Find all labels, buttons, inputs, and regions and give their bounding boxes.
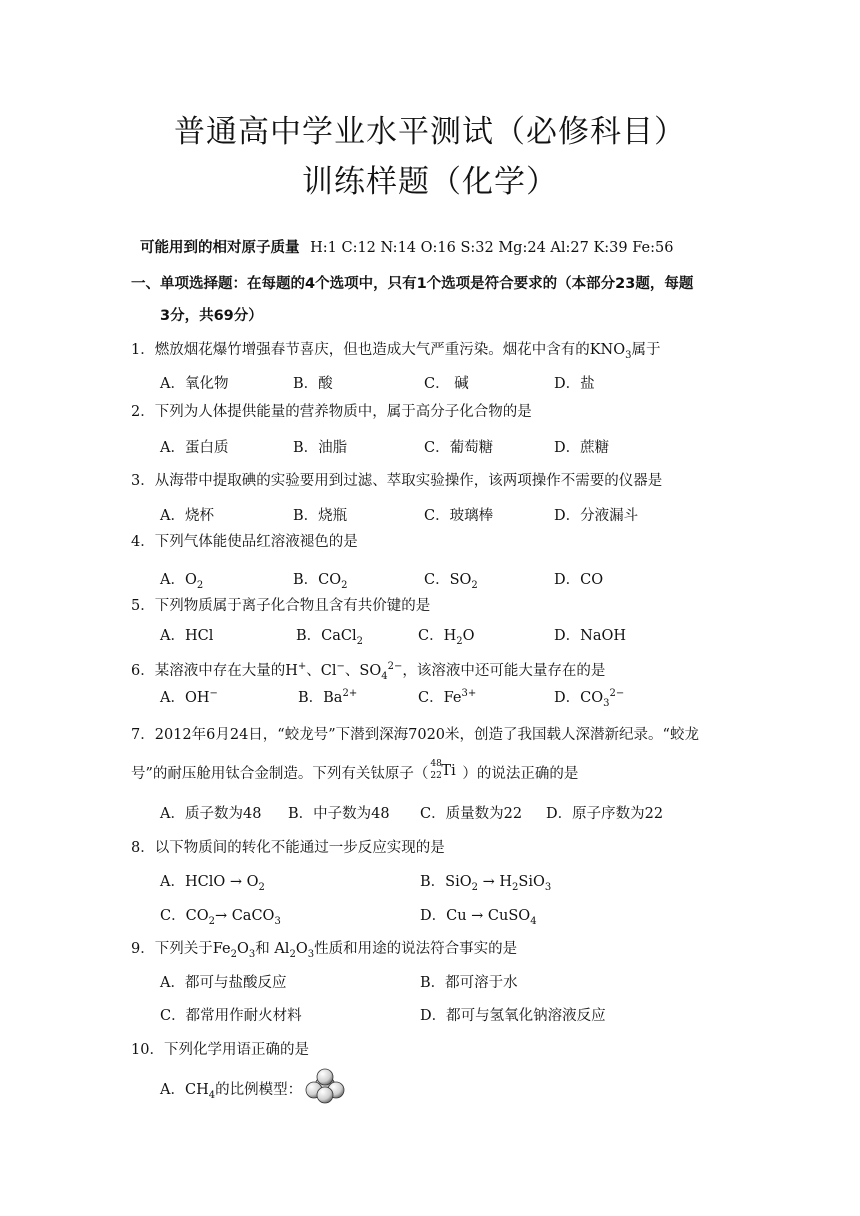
- q9-option-b[interactable]: B．都可溶于水: [420, 975, 518, 991]
- nuclide-mass-number: 48: [430, 759, 442, 769]
- q9-s3: 2: [289, 948, 296, 960]
- q6-b-text: B．Ba: [298, 690, 343, 706]
- q8-c-sub2: 3: [274, 915, 281, 927]
- q10-option-a[interactable]: [160, 1078, 302, 1101]
- q1-option-a[interactable]: A．氧化物: [160, 376, 229, 392]
- q9-s2: 3: [248, 948, 256, 960]
- q6-d-sup: 2−: [609, 688, 625, 700]
- q6-option-a[interactable]: [160, 686, 218, 707]
- q6-stem-c: 、SO: [344, 663, 382, 679]
- q1-option-d[interactable]: D．盐: [554, 376, 595, 392]
- q8-b-sub3: 3: [544, 881, 552, 893]
- q3-option-a[interactable]: A．烧杯: [160, 508, 214, 524]
- q4-b-text: B．CO: [293, 572, 342, 588]
- q5-option-b[interactable]: [296, 624, 363, 647]
- q8-d-a: D．Cu → CuSO: [420, 908, 531, 924]
- q4-a-text: A．O: [160, 572, 197, 588]
- question-9-stem: [131, 937, 517, 960]
- q9-s4: 3: [307, 948, 315, 960]
- q9-option-d[interactable]: D．都可与氢氧化钠溶液反应: [420, 1008, 606, 1024]
- q4-c-text: C．SO: [424, 572, 472, 588]
- q5-option-c[interactable]: [418, 624, 475, 647]
- methane-space-filling-model-icon: [303, 1068, 347, 1104]
- q8-b-sub1: 2: [471, 881, 478, 893]
- q6-stem-b: 、Cl: [306, 663, 337, 679]
- q8-b-c: SiO: [518, 874, 545, 890]
- q5-c-tail: O: [462, 628, 475, 644]
- q1-sub: 3: [625, 349, 632, 361]
- q6-sup2: −: [336, 661, 345, 673]
- q6-sup3: 2−: [387, 661, 403, 673]
- q8-c-a: C．CO: [160, 908, 209, 924]
- q3-option-b[interactable]: B．烧瓶: [293, 508, 348, 524]
- q6-d-text: D．CO: [554, 690, 604, 706]
- q2-option-c[interactable]: C．葡萄糖: [424, 440, 494, 456]
- q4-b-sub: 2: [341, 579, 348, 591]
- q9-stem-b: O: [236, 941, 249, 957]
- q3-option-d[interactable]: D．分液漏斗: [554, 508, 639, 524]
- q4-option-d[interactable]: D．CO: [554, 572, 604, 588]
- q7-stem-b: ）的说法正确的是: [462, 766, 579, 782]
- q7-stem-a: 号”的耐压舱用钛合金制造。下列有关钛原子（: [131, 766, 429, 782]
- question-6-stem: [131, 659, 605, 682]
- question-4-stem: 4．下列气体能使品红溶液褪色的是: [131, 534, 358, 550]
- q5-b-text: B．CaCl: [296, 628, 357, 644]
- q1-option-c[interactable]: C． 碱: [424, 376, 469, 392]
- q6-c-text: C．Fe: [418, 690, 462, 706]
- atomic-masses-values: H:1 C:12 N:14 O:16 S:32 Mg:24 Al:27 K:39 Fe:56: [310, 240, 674, 256]
- q8-b-sub2: 2: [512, 881, 519, 893]
- q4-option-a[interactable]: [160, 568, 203, 591]
- q6-sub3: 4: [381, 670, 388, 682]
- q2-option-b[interactable]: B．油脂: [293, 440, 348, 456]
- q9-stem-e: 性质和用途的说法符合事实的是: [314, 941, 518, 957]
- q6-b-sup: 2+: [342, 688, 358, 700]
- q4-option-b[interactable]: [293, 568, 348, 591]
- q7-option-a[interactable]: A．质子数为48: [160, 806, 262, 822]
- q5-option-a[interactable]: A．HCl: [160, 628, 214, 644]
- question-2-stem: 2．下列为人体提供能量的营养物质中，属于高分子化合物的是: [131, 404, 532, 420]
- q7-option-b[interactable]: B．中子数为48: [288, 806, 390, 822]
- question-7-stem-cont: [131, 759, 579, 783]
- q1-option-b[interactable]: B．酸: [293, 376, 333, 392]
- q6-a-sup: −: [209, 688, 218, 700]
- q6-option-b[interactable]: [298, 686, 357, 707]
- q6-option-d[interactable]: [554, 686, 624, 709]
- nuclide-atomic-number: 22: [430, 771, 442, 781]
- q5-option-d[interactable]: D．NaOH: [554, 628, 626, 644]
- q8-option-b[interactable]: [420, 870, 551, 893]
- page-subtitle: 训练样题（化学）: [302, 164, 558, 200]
- q8-b-b: → H: [478, 874, 513, 890]
- q4-a-sub: 2: [196, 579, 204, 591]
- q7-option-c[interactable]: C．质量数为22: [420, 806, 523, 822]
- page-title: 普通高中学业水平测试（必修科目）: [174, 114, 686, 150]
- q9-stem-a: 9．下列关于Fe: [131, 941, 231, 957]
- q8-option-c[interactable]: [160, 904, 281, 927]
- q10-a-b: 的比例模型：: [215, 1082, 303, 1098]
- question-7-stem: 7．2012年6月24日，“蛟龙号”下潜到深海7020米，创造了我国载人深潜新纪录。“蛟龙: [131, 727, 699, 743]
- q6-stem-a: 6．某溶液中存在大量的H: [131, 663, 298, 679]
- q8-d-sub: 4: [530, 915, 537, 927]
- q9-stem-c: 和 Al: [255, 941, 290, 957]
- q6-option-c[interactable]: [418, 686, 476, 707]
- atomic-masses: [140, 236, 673, 257]
- q2-option-d[interactable]: D．蔗糖: [554, 440, 610, 456]
- q10-a-a: A．CH: [160, 1082, 209, 1098]
- q7-option-d[interactable]: D．原子序数为22: [546, 806, 664, 822]
- q10-a-sub: 4: [208, 1089, 216, 1101]
- q6-a-text: A．OH: [160, 690, 210, 706]
- q1-stem-tail: 属于: [631, 342, 661, 358]
- q9-option-c[interactable]: C．都常用作耐火材料: [160, 1008, 302, 1024]
- question-3-stem: 3．从海带中提取碘的实验要用到过滤、萃取实验操作，该两项操作不需要的仪器是: [131, 473, 663, 489]
- q9-s1: 2: [230, 948, 237, 960]
- q8-c-b: → CaCO: [214, 908, 275, 924]
- q3-option-c[interactable]: C．玻璃棒: [424, 508, 494, 524]
- q4-c-sub: 2: [471, 579, 478, 591]
- q6-stem-d: ，该溶液中还可能大量存在的是: [402, 663, 606, 679]
- q9-stem-d: O: [295, 941, 308, 957]
- q6-d-sub: 3: [603, 697, 610, 709]
- section-heading-cont: 3分，共69分）: [160, 308, 263, 324]
- question-10-stem: 10．下列化学用语正确的是: [131, 1042, 309, 1058]
- q8-a-text: A．HClO → O: [160, 874, 259, 890]
- q8-a-sub: 2: [258, 881, 265, 893]
- q4-option-c[interactable]: [424, 568, 478, 591]
- nuclide-symbol: Ti: [441, 763, 456, 779]
- q8-c-sub1: 2: [208, 915, 215, 927]
- q8-option-d[interactable]: [420, 904, 537, 927]
- q6-c-sup: 3+: [461, 688, 477, 700]
- question-8-stem: 8．以下物质间的转化不能通过一步反应实现的是: [131, 840, 445, 856]
- q5-c-text: C．H: [418, 628, 457, 644]
- atomic-masses-label: 可能用到的相对原子质量: [140, 240, 300, 256]
- q8-b-a: B．SiO: [420, 874, 472, 890]
- question-1-stem: [131, 338, 661, 361]
- q2-option-a[interactable]: A．蛋白质: [160, 440, 229, 456]
- q5-c-sub: 2: [456, 635, 463, 647]
- q1-stem-text: 1．燃放烟花爆竹增强春节喜庆，但也造成大气严重污染。烟花中含有的KNO: [131, 342, 626, 358]
- question-5-stem: 5．下列物质属于离子化合物且含有共价键的是: [131, 598, 431, 614]
- titanium-nuclide: [428, 759, 456, 781]
- q9-option-a[interactable]: A．都可与盐酸反应: [160, 975, 287, 991]
- q6-sup1: +: [297, 661, 307, 673]
- section-heading: 一、单项选择题：在每题的4个选项中，只有1个选项是符合要求的（本部分23题，每题: [131, 276, 694, 292]
- q5-b-sub: 2: [356, 635, 364, 647]
- q8-option-a[interactable]: [160, 870, 265, 893]
